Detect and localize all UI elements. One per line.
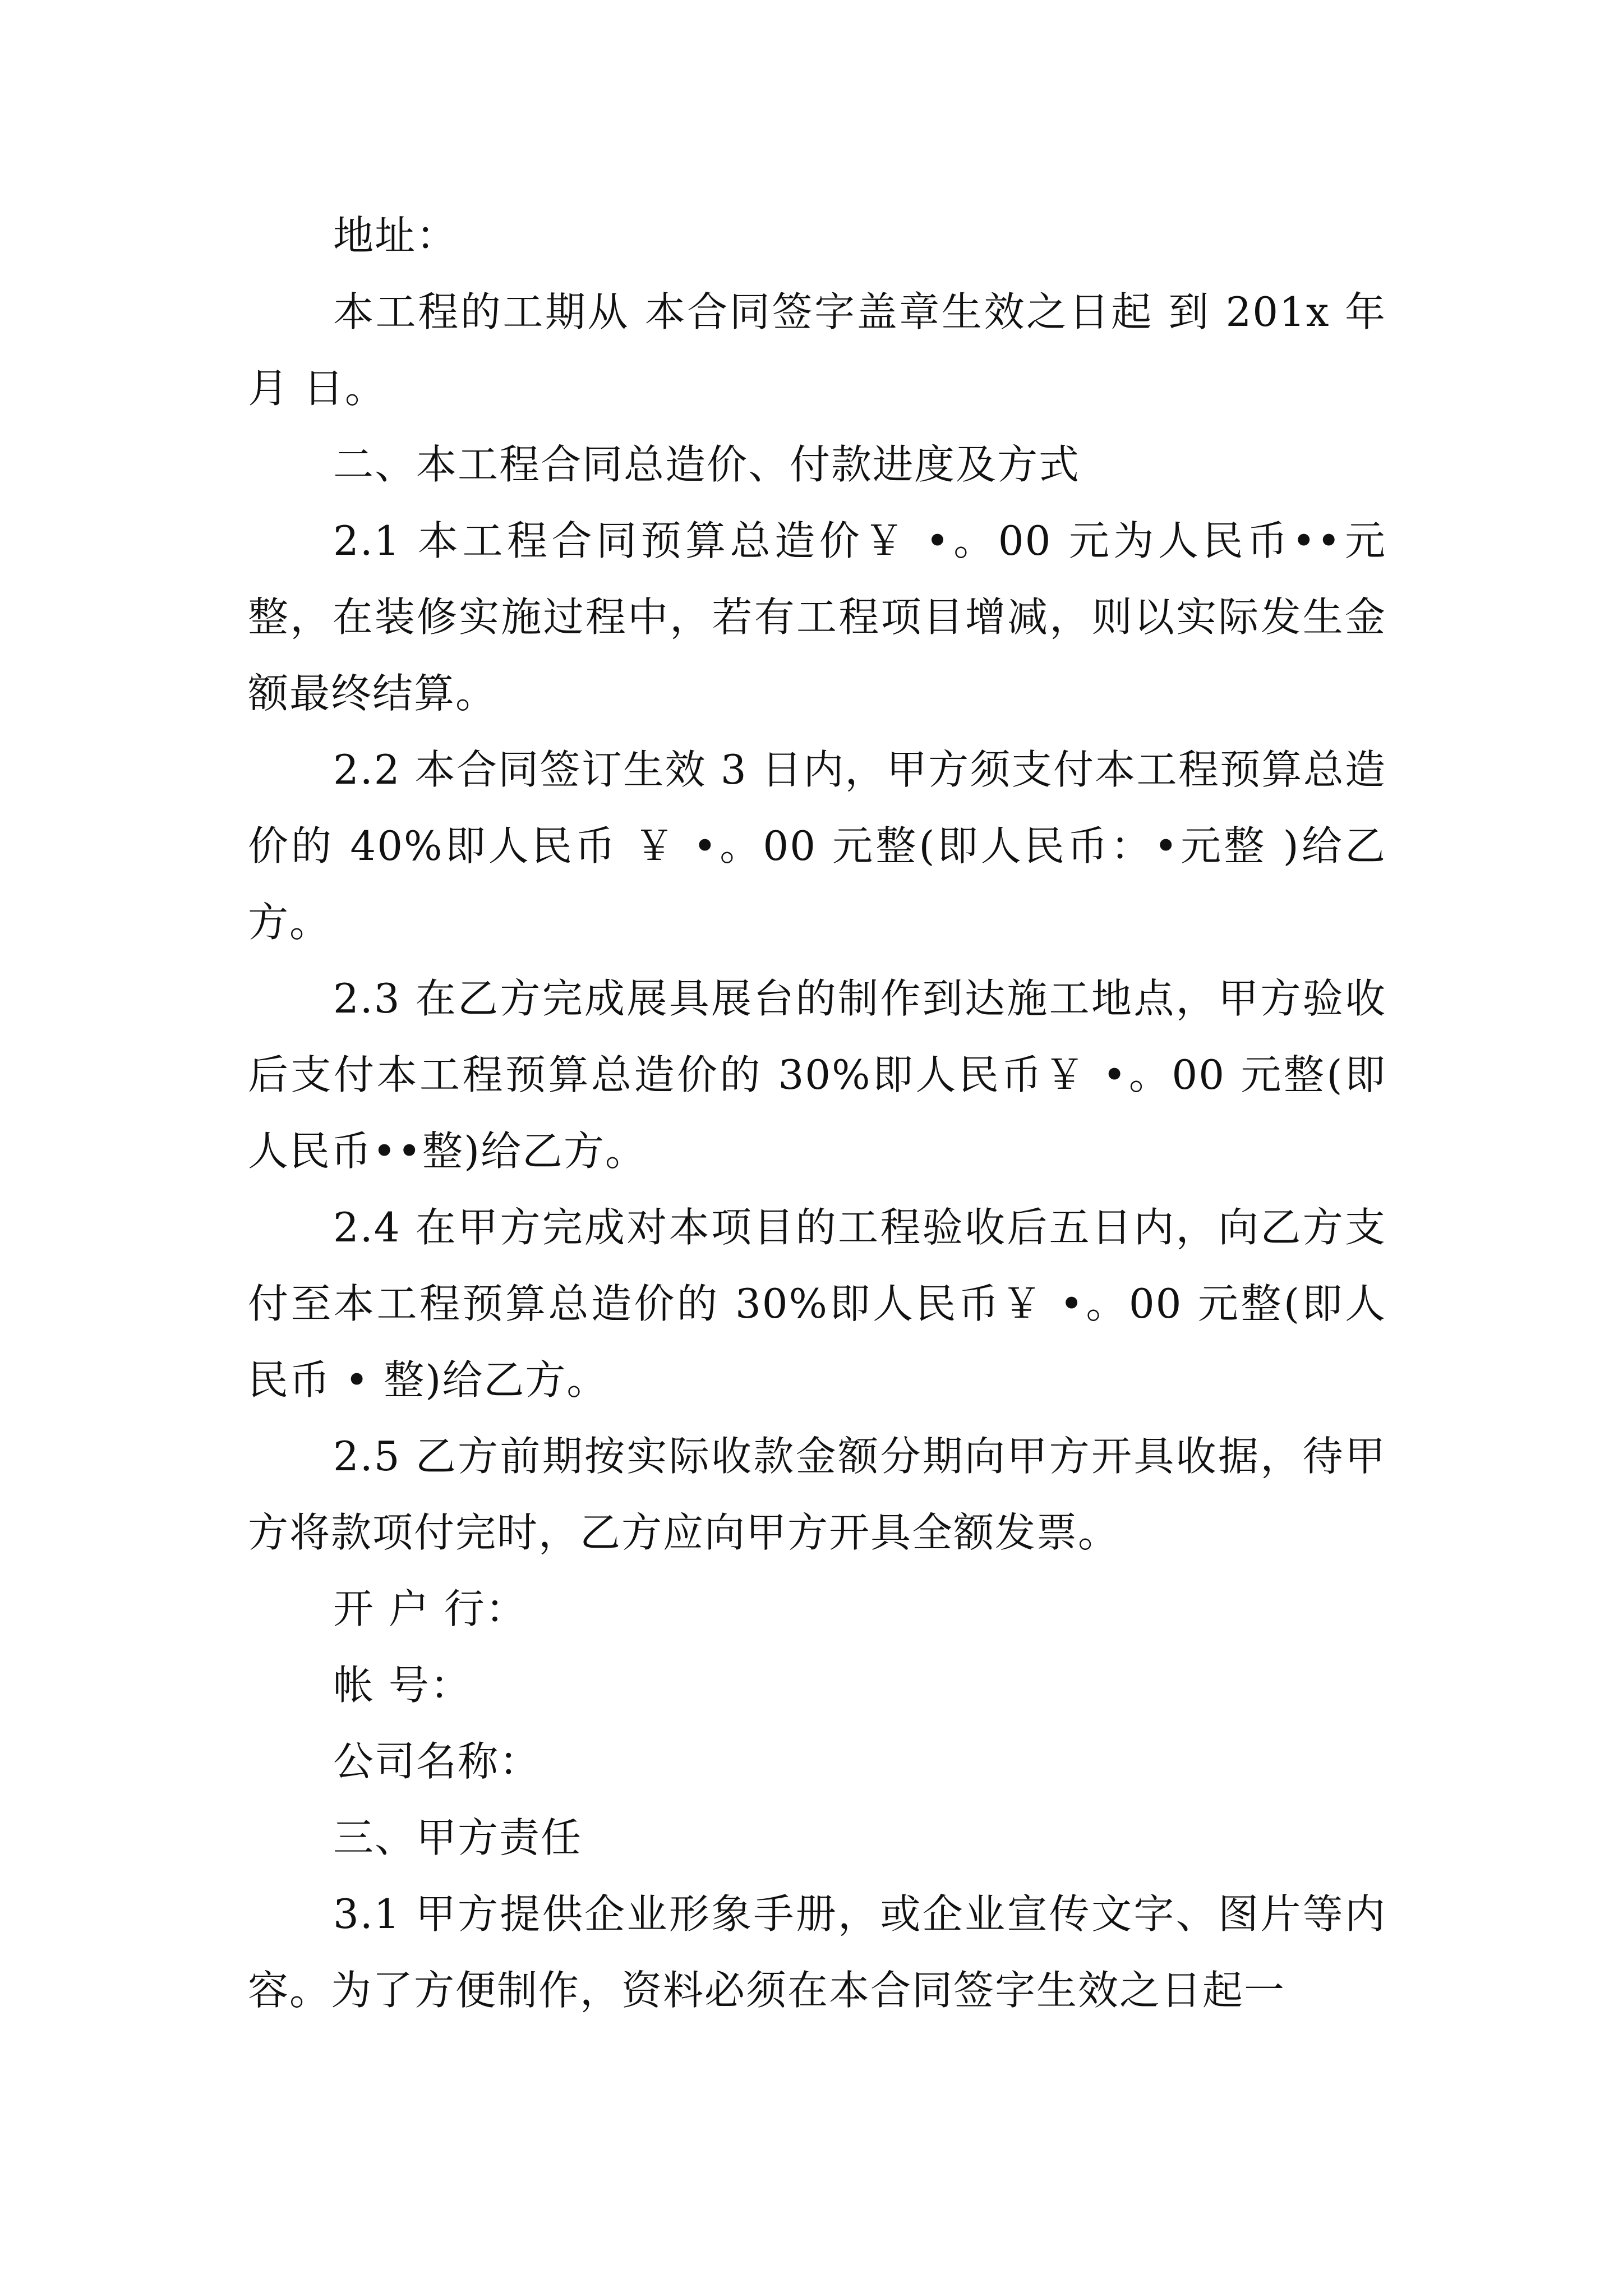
clause-2-4: 2.4 在甲方完成对本项目的工程验收后五日内，向乙方支付至本工程预算总造价的 30%即人民币￥ •。00 元整(即人民币 • 整)给乙方。 [248, 1204, 1386, 1404]
bank-line: 开 户 行： [333, 1585, 527, 1632]
address-line: 地址： [333, 212, 458, 259]
company-name-line: 公司名称： [333, 1738, 541, 1785]
clause-2-5: 2.5 乙方前期按实际收款金额分期向甲方开具收据，待甲方将款项付完时，乙方应向甲方开具全额发票。 [248, 1433, 1386, 1556]
section-2-heading: 二、本工程合同总造价、付款进度及方式 [333, 441, 1081, 488]
clause-2-1: 2.1 本工程合同预算总造价￥ •。00 元为人民币••元整，在装修实施过程中，若有工程项目增减，则以实际发生金额最终结算。 [248, 517, 1386, 717]
clause-3-1: 3.1 甲方提供企业形象手册，或企业宣传文字、图片等内容。为了方便制作，资料必须在本合同签字生效之日起一 [248, 1890, 1386, 2014]
account-line: 帐 号： [333, 1662, 472, 1709]
document-body [248, 197, 1386, 2028]
section-3-heading: 三、甲方责任 [333, 1814, 583, 1861]
construction-period: 本工程的工期从 本合同签字盖章生效之日起 到 201x 年 月 日。 [248, 288, 1386, 412]
clause-2-3: 2.3 在乙方完成展具展台的制作到达施工地点，甲方验收后支付本工程预算总造价的 30%即人民币￥ •。00 元整(即人民币••整)给乙方。 [248, 975, 1386, 1175]
clause-2-2: 2.2 本合同签订生效 3 日内，甲方须支付本工程预算总造价的 40%即人民币 ￥ •。00 元整(即人民币：•元整 )给乙方。 [248, 746, 1386, 946]
